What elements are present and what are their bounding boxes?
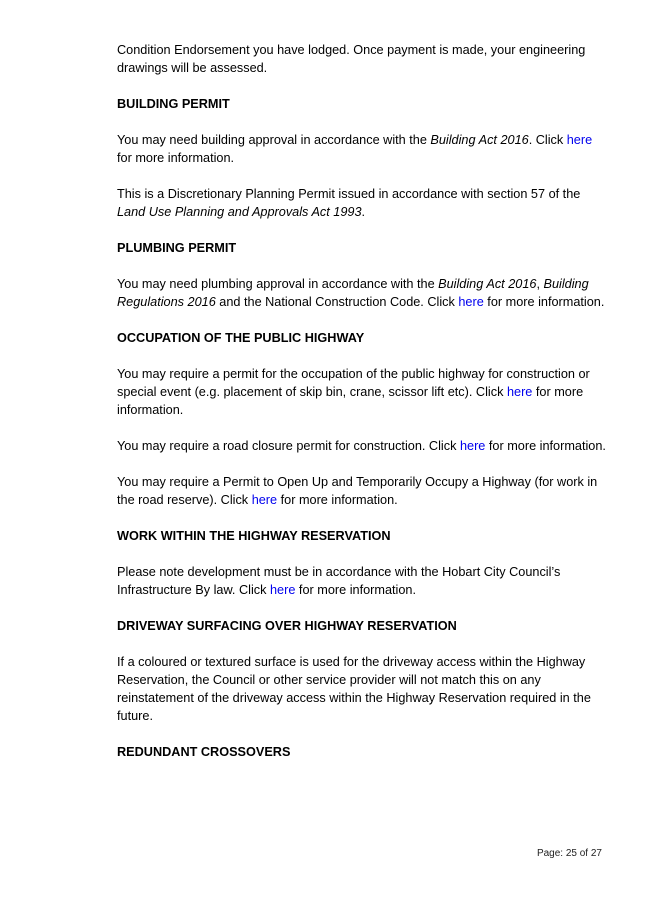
occupation-permit-paragraph: You may require a permit for the occupation of the public highway for construction or special event (e.g. placement of skip bin, crane, scissor lift etc). Click here for more information. — [117, 367, 590, 417]
occupation-highway-heading: OCCUPATION OF THE PUBLIC HIGHWAY — [117, 331, 365, 345]
discretionary-permit-paragraph: This is a Discretionary Planning Permit issued in accordance with section 57 of the Land Use Planning and Approvals Act 1993. — [117, 187, 581, 219]
road-closure-link[interactable]: here — [459, 439, 486, 453]
building-permit-heading: BUILDING PERMIT — [117, 97, 230, 111]
open-up-highway-paragraph: You may require a Permit to Open Up and Temporarily Occupy a Highway (for work in the road reserve). Click here for more information. — [117, 475, 598, 507]
work-within-highway-heading: WORK WITHIN THE HIGHWAY RESERVATION — [117, 529, 391, 543]
open-up-highway-link[interactable]: here — [251, 493, 278, 507]
plumbing-permit-paragraph: You may need plumbing approval in accordance with the Building Act 2016, Building Regulations 2016 and the National Construction Code. Click here for more information. — [117, 277, 605, 309]
driveway-surfacing-heading: DRIVEWAY SURFACING OVER HIGHWAY RESERVATION — [117, 619, 457, 633]
redundant-crossovers-heading: REDUNDANT CROSSOVERS — [117, 745, 291, 759]
building-permit-paragraph: You may need building approval in accordance with the Building Act 2016. Click here for more information. — [117, 133, 593, 165]
infrastructure-bylaw-link[interactable]: here — [270, 583, 296, 597]
page-content — [117, 41, 607, 779]
occupation-permit-link[interactable]: here — [506, 385, 533, 399]
road-closure-paragraph: You may require a road closure permit for construction. Click here for more information. — [117, 439, 606, 453]
plumbing-permit-heading: PLUMBING PERMIT — [117, 241, 237, 255]
driveway-surfacing-paragraph: If a coloured or textured surface is used for the driveway access within the Highway Reservation, the Council or other service provider will not match this on any reinstatement of the driveway access within the Highway Reservation required in the future. — [117, 655, 591, 723]
plumbing-permit-link[interactable]: here — [458, 295, 484, 309]
building-permit-link[interactable]: here — [566, 133, 593, 147]
page-number: Page: 25 of 27 — [536, 848, 602, 859]
work-within-highway-paragraph: Please note development must be in accordance with the Hobart City Council’s Infrastructure By law. Click here for more information. — [117, 565, 561, 597]
intro-paragraph: Condition Endorsement you have lodged. Once payment is made, your engineering drawings will be assessed. — [117, 43, 586, 75]
